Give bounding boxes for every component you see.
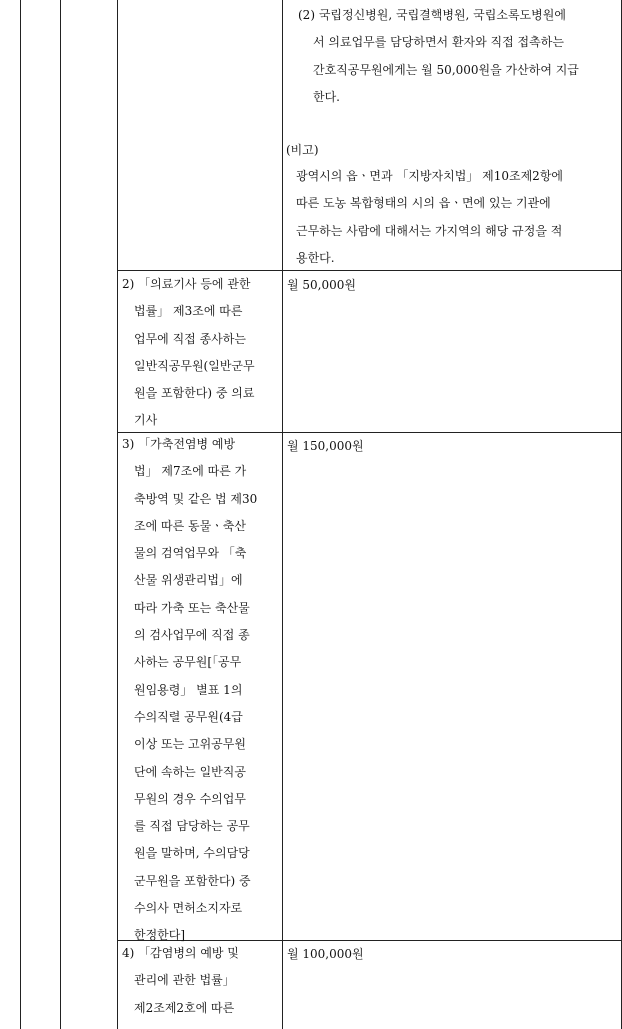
paragraph-line: 서 의료업무를 담당하면서 환자와 직접 접촉하는	[313, 35, 564, 50]
item-line: 원임용령」 별표 1의	[134, 682, 243, 697]
paragraph-line: 근무하는 사람에 대해서는 가지역의 해당 규정을 적	[296, 223, 563, 238]
paragraph-line: 따른 도농 복합형태의 시의 읍ㆍ면에 있는 기관에	[296, 196, 551, 211]
row-3-item	[122, 431, 278, 950]
item-line: 관리에 관한 법률」	[134, 973, 235, 988]
remark-paragraph	[296, 163, 618, 272]
item-line: 2) 「의료기사 등에 관한	[122, 277, 251, 291]
item-line: 를 직접 담당하는 공무	[134, 819, 250, 834]
item-line: 법률」 제3조에 따른	[134, 304, 243, 319]
item-line: 무원의 경우 수의업무	[134, 791, 246, 806]
item-line: 의 검사업무에 직접 종	[134, 628, 250, 643]
item-line: 기사	[134, 413, 158, 428]
item-line: 물의 검역업무와 「축	[134, 546, 247, 561]
item-line: 단에 속하는 일반직공	[134, 764, 246, 779]
item-line: 수의사 면허소지자로	[134, 901, 243, 916]
item-line: 업무에 직접 종사하는	[134, 331, 246, 346]
row-2-item	[122, 271, 278, 435]
item-line: 사하는 공무원[「공무	[134, 655, 242, 670]
item-line: 조에 따른 동물ㆍ축산	[134, 518, 246, 533]
paragraph-line: 한다.	[313, 89, 340, 104]
paragraph-line: 간호직공무원에게는 월 50,000원을 가산하여 지급	[313, 62, 579, 77]
item-line: 따라 가축 또는 축산물	[134, 600, 250, 615]
item-line: 한정한다]	[134, 928, 186, 943]
row-4-amount: 월 100,000원	[287, 947, 364, 961]
table-border-left	[20, 0, 21, 1029]
column-divider-1	[60, 0, 61, 1029]
item-line: 축방역 및 같은 법 제30	[134, 491, 258, 506]
item-line: 3) 「가축전염병 예방	[122, 437, 236, 451]
remark-heading: (비고)	[286, 143, 319, 157]
item-line: 일반직공무원(일반군무	[134, 358, 255, 373]
paragraph-line: (2) 국립정신병원, 국립결핵병원, 국립소록도병원에	[298, 8, 566, 22]
paragraph-line: 광역시의 읍ㆍ면과 「지방자치법」 제10조제2항에	[296, 169, 564, 183]
column-divider-2	[117, 0, 118, 1029]
item-line: 산물 위생관리법」에	[134, 573, 243, 588]
row-3-amount: 월 150,000원	[287, 439, 364, 453]
item-line: 제2조제2호에 따른	[134, 1000, 235, 1015]
item-line: 이상 또는 고위공무원	[134, 737, 246, 752]
paragraph-line: 용한다.	[296, 250, 335, 265]
column-divider-3	[282, 0, 283, 1029]
row-4-item	[122, 940, 278, 1022]
item-line: 원을 포함한다) 중 의료	[134, 386, 255, 401]
item-line: 4) 「감염병의 예방 및	[122, 946, 239, 960]
row-2-amount: 월 50,000원	[287, 278, 356, 292]
item-line: 수의직렬 공무원(4급	[134, 709, 243, 724]
item-line: 군무원을 포함한다) 중	[134, 873, 251, 888]
nurse-allowance-paragraph	[298, 2, 619, 111]
item-line: 법」 제7조에 따른 가	[134, 464, 247, 479]
item-line: 원을 말하며, 수의담당	[134, 846, 250, 861]
